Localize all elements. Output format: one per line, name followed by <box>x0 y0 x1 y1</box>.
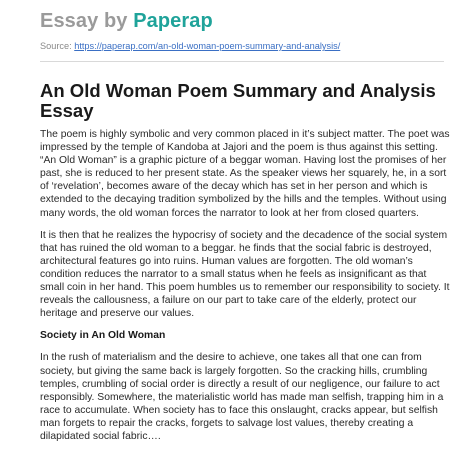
header-prefix: Essay by <box>40 10 134 32</box>
source-label: Source: <box>40 41 75 51</box>
section-subheading: Society in An Old Woman <box>40 330 166 342</box>
essay-paragraph-3: In the rush of materialism and the desire to achieve, one takes all that one can from society, but giving the same back is largely forgotten. So the cracking hills, crumbling temples, crumbling of social order is directly a result of our negligence, our failure to act responsibly. Somewhere, the materialistic world has made man selfish, trapping him in a race to accumulate. When society has to face this onslaught, cracks appear, but selfish man forgets to repair the cracks, forgets to salvage lost values, thereby creating a dilapidated social fabric…. <box>40 352 444 442</box>
header-divider <box>40 61 444 62</box>
source-line <box>40 41 340 51</box>
essay-body <box>40 128 452 452</box>
essay-paragraph-1: The poem is highly symbolic and very common placed in it’s subject matter. The poet was impressed by the temple of Kandoba at Jajori and the poem is thus against this setting. “An Old Woman” is a graphic picture of a beggar woman. Having lost the promises of her past, she is reduced to her present state. As the speaker views her squarely, he, in a sort of ‘revelation’, becomes aware of the decay which has set in her person and which is extended to the decaying tradition symbolized by the hills and the temples. Without using many words, the old woman forces the narrator to look at her from closed quarters. <box>40 129 450 219</box>
essay-paragraph-2: It is then that he realizes the hypocrisy of society and the decadence of the social system that has ruined the old woman to a beggar. he finds that the social fabric is destroyed, architectural features go into ruins. Human values are forgotten. The old woman’s condition reduces the narrator to a small status when he feels as insignificant as that small coin in her hand. This poem humbles us to remember our responsibility to society. It reveals the callousness, a failure on our part to take care of the elderly, protect our heritage and preserve our values. <box>40 229 450 320</box>
essay-title: An Old Woman Poem Summary and Analysis Essay <box>40 80 436 121</box>
brand-logo-text[interactable]: Paperap <box>133 10 213 32</box>
site-header <box>40 10 213 33</box>
source-link[interactable]: https://paperap.com/an-old-woman-poem-summary-and-analysis/ <box>74 41 341 51</box>
